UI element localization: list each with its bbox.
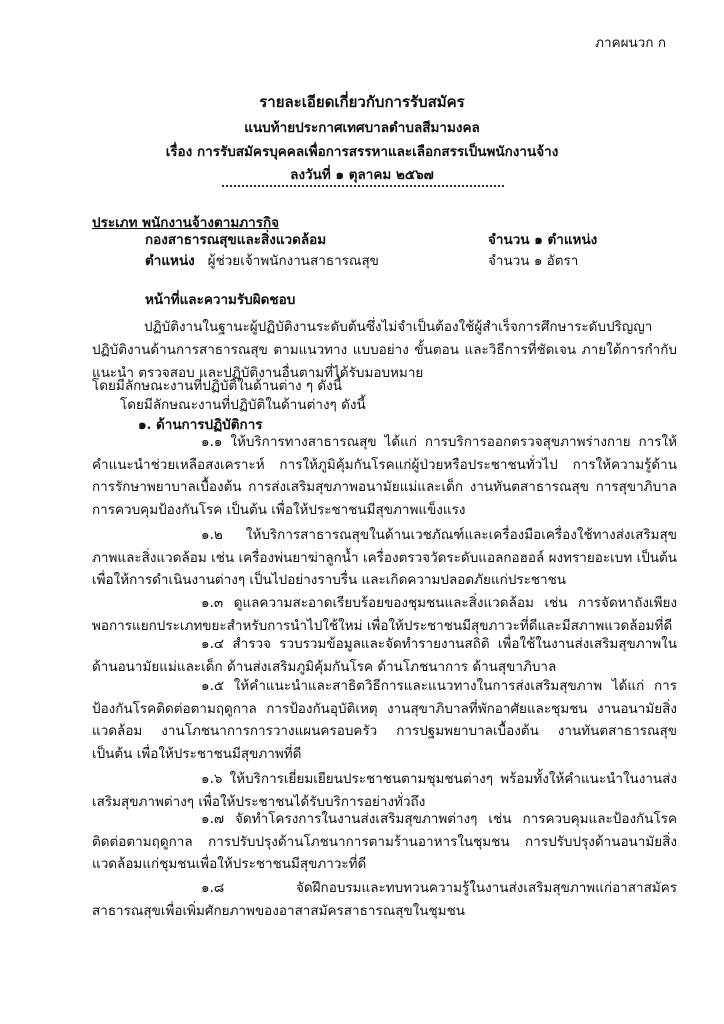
document-subtitle: แนบท้ายประกาศเทศบาลตำบลสีมามงคล	[244, 120, 480, 136]
duty-item: ๑.๗ จัดทำโครงการในงานส่งเสริมสุขภาพต่างๆ เช่น การควบคุมและป้องกันโรคติดต่อตามฤดูกาล การปรับปรุงด้านโภชนาการตามร้านอาหารในชุมชน การปรับปรุงด้านอนามัยสิ่งแวดล้อมแก่ชุมชนเพื่อให้ประชาชนมีสุขภาวะที่ดี	[92, 811, 677, 872]
characteristics-line-1: โดยมีลักษณะงานที่ปฏิบัติในด้านต่าง ๆ ดังนี้	[92, 378, 342, 394]
duty-item: ๑.๑ ให้บริการทางสาธารณสุข ได้แก่ การบริการออกตรวจสุขภาพร่างกาย การให้คำแนะนำช่วยเหลือสงเคราะห์ การให้ภูมิคุ้มกันโรคแก่ผู้ป่วยหรือประชาชนทั่วไป การให้ความรู้ด้านการรักษาพยาบาลเบื้องต้น การส่งเสริมสุขภาพอนามัยแม่และเด็ก งานทันตสาธารณสุข การสุขาภิบาล การควบคุมป้องกันโรค เป็นต้น เพื่อให้ประชาชนมีสุขภาพแข็งแรง	[92, 434, 677, 518]
position-label: ตำแหน่ง	[145, 253, 195, 269]
dotted-divider	[222, 184, 504, 187]
employment-type: ประเภท พนักงานจ้างตามภารกิจ	[92, 215, 280, 231]
characteristics-line-2: โดยมีลักษณะงานที่ปฏิบัติในด้านต่างๆ ดังนี้	[120, 397, 366, 413]
position-name: ผู้ช่วยเจ้าพนักงานสาธารณสุข	[207, 253, 379, 269]
duty-item: ๑.๓ ดูแลความสะอาดเรียบร้อยของชุมชนและสิ่งแวดล้อม เช่น การจัดหาถังเพียงพอการแยกประเภทขยะสำหรับการนำไปใช้ใหม่ เพื่อให้ประชาชนมีสุขภาวะที่ดีและมีสภาพแวดล้อมที่ดี	[92, 595, 677, 634]
document-subject: เรื่อง การรับสมัครบุคคลเพื่อการสรรหาและเลือกสรรเป็นพนักงานจ้าง	[165, 144, 559, 160]
duties-heading: หน้าที่และความรับผิดชอบ	[145, 292, 296, 308]
rate-count: จำนวน ๑ อัตรา	[488, 253, 579, 269]
department-name: กองสาธารณสุขและสิ่งแวดล้อม	[145, 232, 327, 248]
duty-item: ๑.๖ ให้บริการเยี่ยมเยียนประชาชนตามชุมชนต่างๆ พร้อมทั้งให้คำแนะนำในงานส่งเสริมสุขภาพต่างๆ เพื่อให้ประชาชนได้รับบริการอย่างทั่วถึง	[92, 771, 677, 810]
section-1-heading: ๑. ด้านการปฏิบัติการ	[138, 417, 263, 433]
duty-item: ๑.๕ ให้คำแนะนำและสาธิตวิธีการและแนวทางในการส่งเสริมสุขภาพ ได้แก่ การป้องกันโรคติดต่อตามฤดูกาล การป้องกันอุบัติเหตุ งานสุขาภิบาลที่พักอาศัยและชุมชน งานอนามัยสิ่งแวดล้อม งานโภชนาการการวางแผนครอบครัว การปฐมพยาบาลเบื้องต้น งานทันตสาธารณสุข เป็นต้น เพื่อให้ประชาชนมีสุขภาพที่ดี	[92, 678, 677, 762]
position-count: จำนวน ๑ ตำแหน่ง	[488, 232, 598, 248]
annex-label: ภาคผนวก ก	[595, 35, 666, 51]
duty-item: ๑.๘ จัดฝึกอบรมและทบทวนความรู้ในงานส่งเสริมสุขภาพแก่อาสาสมัครสาธารณสุขเพื่อเพิ่มศักยภาพของอาสาสมัครสาธารณสุขในชุมชน	[92, 880, 677, 919]
duty-item: ๑.๔ สำรวจ รวบรวมข้อมูลและจัดทำรายงานสถิติ เพื่อใช้ในงานส่งเสริมสุขภาพในด้านอนามัยแม่และเด็ก ด้านส่งเสริมภูมิคุ้มกันโรค ด้านโภชนาการ ด้านสุขาภิบาล	[92, 636, 677, 675]
document-title: รายละเอียดเกี่ยวกับการรับสมัคร	[259, 93, 465, 111]
duty-item: ๑.๒ ให้บริการสาธารณสุขในด้านเวชภัณฑ์และเครื่องมือเครื่องใช้ทางส่งเสริมสุขภาพและสิ่งแวดล้อม เช่น เครื่องพ่นยาฆ่าลูกน้ำ เครื่องตรวจวัดระดับแอลกอฮอล์ ผงทรายอะเบท เป็นต้น เพื่อให้การดำเนินงานต่างๆ เป็นไปอย่างราบรื่น และเกิดความปลอดภัยแก่ประชาชน	[92, 527, 677, 588]
document-date: ลงวันที่ ๑ ตุลาคม ๒๕๖๗	[290, 167, 434, 183]
position-row	[145, 249, 379, 271]
intro-paragraph: ปฏิบัติงานในฐานะผู้ปฏิบัติงานระดับต้นซึ่งไม่จำเป็นต้องใช้ผู้สำเร็จการศึกษาระดับปริญญา ปฏิบัติงานด้านการสาธารณสุข ตามแนวทาง แบบอย่าง ขั้นตอน และวิธีการที่ชัดเจน ภายใต้การกำกับ แนะนำ ตรวจสอบ และปฏิบัติงานอื่นตามที่ได้รับมอบหมาย	[92, 319, 677, 381]
